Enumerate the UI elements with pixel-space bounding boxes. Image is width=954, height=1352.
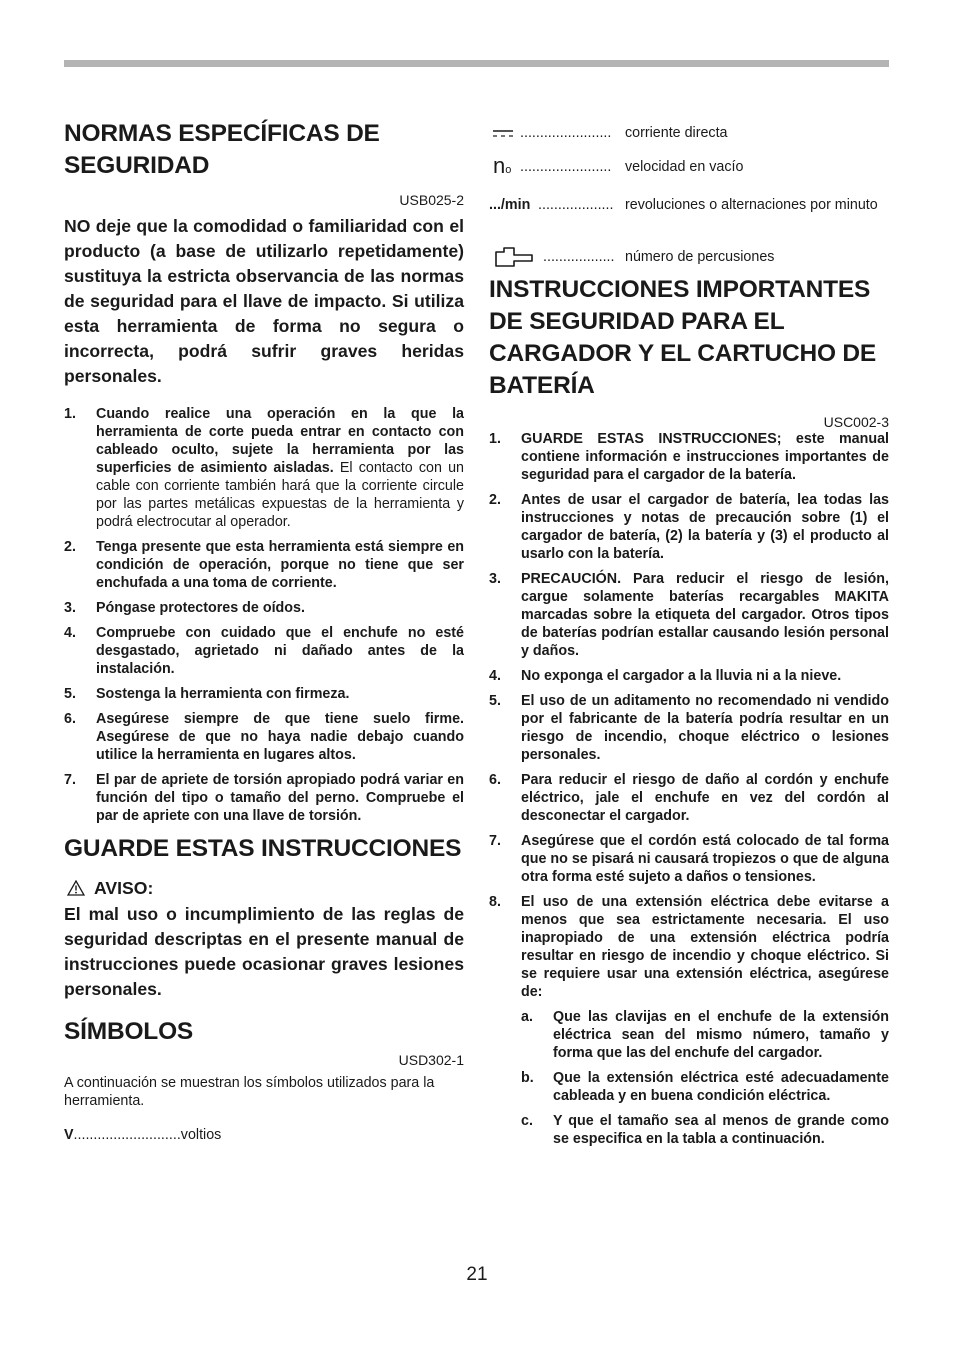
section-title-guarde: GUARDE ESTAS INSTRUCCIONES <box>64 835 462 862</box>
symbol-meaning: voltios <box>180 1127 222 1143</box>
section-code: USD302-1 <box>398 1052 464 1068</box>
lead-warning: NO deje que la comodidad o familiaridad con el producto (a base de utilizarlo repetidamente) sustituya la estricta observancia de las normas de seguridad para el llave de impacto. Si utiliza esta herramienta de forma no segura o incorrecta, podrá sufrir graves heridas personales. <box>64 216 464 386</box>
list-item: 8. El uso de una extensión eléctrica debe evitarse a menos que sea estrictamente necesaria. El uso inapropiado de una extensión eléctrica podría resultar en riesgo de incendio y choque eléctrico. Si se requiere usar una extensión eléctrica, asegúrese de: a. Que las clavijas en el enchufe de la extensión eléctrica sean del mismo número, tamaño y forma que las del enchufe del cargador. b. Que la extensión eléctrica esté adecuadamente cableada y en buena condición eléctrica. c. Y que el tamaño sea al menos de grande como se especifica en la tabla a continuación. <box>489 894 889 1147</box>
symbol-meaning: velocidad en vacío <box>625 159 744 175</box>
list-item: 5. El uso de un aditamento no recomendado ni vendido por el fabricante de la batería podría resultar en un riesgo de incendio, choque eléctrico o lesiones personales. <box>489 693 889 763</box>
list-item: 3. PRECAUCIÓN. Para reducir el riesgo de lesión, cargue solamente baterías recargables MAKITA marcadas sobre la etiqueta del cargador. Otros tipos de baterías podrían estallar causando lesión personal y daños. <box>489 571 889 659</box>
list-item: 6. Para reducir el riesgo de daño al cordón y enchufe eléctrico, jale el enchufe en vez del cordón al desconectar el cargador. <box>489 772 889 824</box>
symbol-label: V <box>64 1127 74 1143</box>
list-item: 1. Cuando realice una operación en la que la herramienta de corte pueda entrar en contacto con cableado oculto, sujete la herramienta por las superficies de asimiento aisladas. El contacto con un cable con corriente también hará que la corriente circule por las partes metálicas expuestas de la herramienta y podrá electrocutar al operador. <box>64 406 464 530</box>
symbol-label: .../min <box>489 197 531 213</box>
list-item: 3. Póngase protectores de oídos. <box>64 600 305 616</box>
no-load-speed-icon: no <box>493 153 512 178</box>
section-title-simbolos: SÍMBOLOS <box>64 1018 194 1045</box>
section-title-cargador: INSTRUCCIONES IMPORTANTES DE SEGURIDAD PARA EL CARGADOR Y EL CARTUCHO DE BATERÍA <box>489 276 877 399</box>
extension-cord-sublist <box>521 1008 889 1148</box>
leader-dots: ....................... <box>520 125 612 141</box>
symbols-intro: A continuación se muestran los símbolos utilizados para la herramienta. <box>64 1075 435 1109</box>
list-item: 2. Tenga presente que esta herramienta está siempre en condición de operación, porque no tiene que ser enchufada a una toma de corriente. <box>64 539 464 591</box>
symbol-row-velocidad <box>489 153 889 180</box>
section-code: USC002-3 <box>823 414 889 430</box>
symbol-row-revoluciones <box>489 196 889 232</box>
aviso-heading <box>64 877 464 899</box>
symbol-meaning: número de percusiones <box>625 249 775 265</box>
warning-triangle-icon <box>67 880 85 896</box>
direct-current-icon <box>493 126 513 144</box>
symbol-meaning: revoluciones o alternaciones por minuto <box>625 197 878 213</box>
list-item: 7. Asegúrese que el cordón está colocado de tal forma que no se pisará ni causará tropiezos o que de alguna otra forma esté sujeto a daños o tensiones. <box>489 833 889 885</box>
aviso-text: El mal uso o incumplimiento de las reglas de seguridad descriptas en el presente manual de instrucciones puede ocasionar graves lesiones personales. <box>64 904 464 999</box>
section-title-normas: NORMAS ESPECÍFICAS DE SEGURIDAD <box>64 120 380 179</box>
leader-dots: ................... <box>538 197 614 213</box>
left-column <box>64 118 464 1144</box>
section-code: USB025-2 <box>399 192 464 208</box>
list-item: 5. Sostenga la herramienta con firmeza. <box>64 686 350 702</box>
list-item: 7. El par de apriete de torsión apropiado podrá variar en función del tipo o tamaño del perno. Compruebe el par de apriete con una llave de torsión. <box>64 772 464 824</box>
page-number: 21 <box>466 1264 488 1285</box>
right-column <box>489 118 889 1155</box>
top-divider-bar <box>64 60 889 67</box>
list-item: 4. No exponga el cargador a la lluvia ni a la nieve. <box>489 668 842 684</box>
aviso-label: AVISO: <box>94 878 154 898</box>
charger-rules-list <box>489 430 889 1148</box>
list-item: 1. GUARDE ESTAS INSTRUCCIONES; este manual contiene información e instrucciones importantes de seguridad para el cargador de la batería. <box>489 431 889 483</box>
symbol-row-voltios <box>64 1126 464 1144</box>
leader-dots: ........................... <box>73 1127 181 1143</box>
list-item: 2. Antes de usar el cargador de batería, lea todas las instrucciones y notas de precaución sobre (1) el cargador de batería, (2) la batería y (3) el producto al usarlo con la batería. <box>489 492 889 562</box>
symbol-meaning: corriente directa <box>625 125 728 141</box>
symbol-row-percusiones <box>489 248 889 270</box>
leader-dots: ....................... <box>520 159 612 175</box>
symbol-row-corriente-directa <box>489 124 889 142</box>
impact-rate-icon <box>494 246 534 273</box>
list-item: 6. Asegúrese siempre de que tiene suelo firme. Asegúrese de que no haya nadie debajo cuando utilice la herramienta en lugares altos. <box>64 711 464 763</box>
safety-rules-list <box>64 405 464 825</box>
list-item: 4. Compruebe con cuidado que el enchufe no esté desgastado, agrietado ni dañado antes de la instalación. <box>64 625 464 677</box>
sub-list-item: b. Que la extensión eléctrica esté adecuadamente cableada y en buena condición eléctrica. <box>521 1070 889 1104</box>
sub-list-item: c. Y que el tamaño sea al menos de grande como se especifica en la tabla a continuación. <box>521 1113 889 1147</box>
leader-dots: .................. <box>543 249 615 265</box>
sub-list-item: a. Que las clavijas en el enchufe de la extensión eléctrica sean del mismo número, tamaño y forma que las del enchufe del cargador. <box>521 1009 889 1061</box>
